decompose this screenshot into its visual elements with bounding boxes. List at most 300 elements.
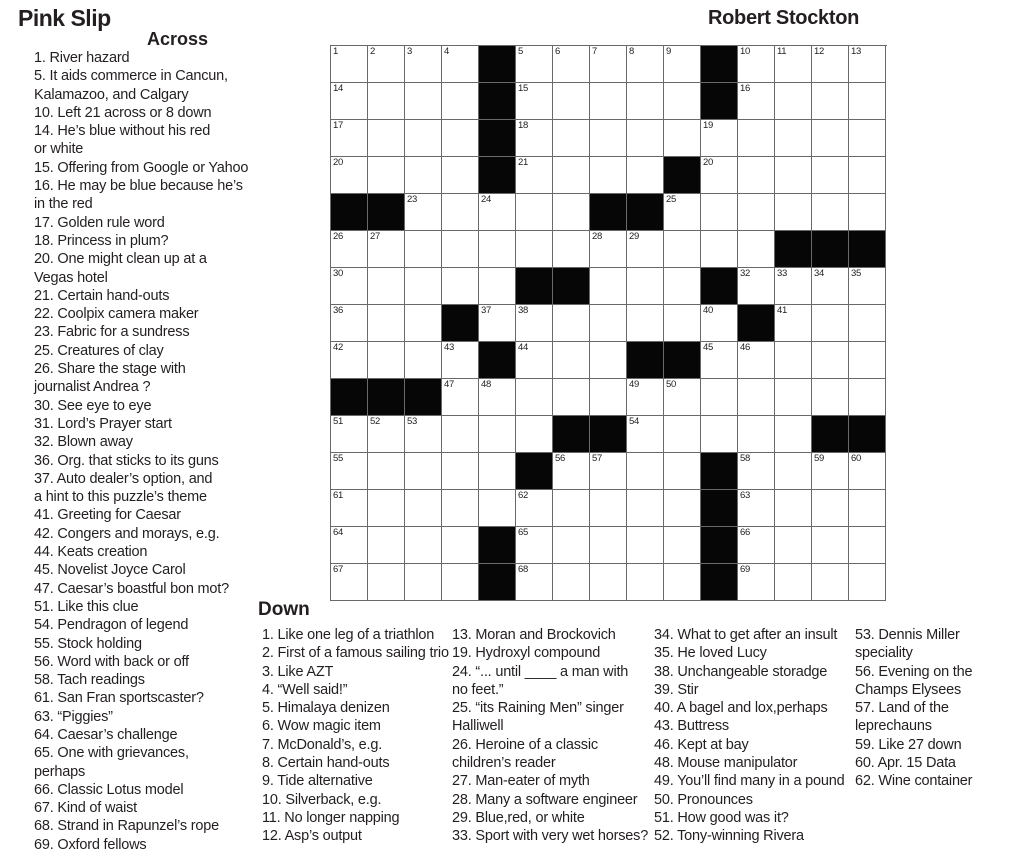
across-clue-line: 5. It aids commerce in Cancun,: [34, 68, 228, 85]
cell-number: 66: [740, 527, 750, 538]
black-cell: [479, 120, 516, 157]
grid-cell[interactable]: [627, 83, 664, 120]
grid-cell[interactable]: [553, 379, 590, 416]
grid-cell[interactable]: [516, 120, 553, 157]
grid-cell[interactable]: [553, 527, 590, 564]
grid-cell[interactable]: [775, 120, 812, 157]
cell-number: 52: [370, 416, 380, 427]
grid-cell[interactable]: [331, 46, 368, 83]
grid-cell[interactable]: [368, 490, 405, 527]
grid-cell[interactable]: [516, 194, 553, 231]
cell-number: 61: [333, 490, 343, 501]
across-clue-line: 10. Left 21 across or 8 down: [34, 104, 212, 121]
grid-cell[interactable]: [553, 194, 590, 231]
grid-cell[interactable]: [738, 416, 775, 453]
black-cell: [701, 46, 738, 83]
grid-cell[interactable]: [479, 268, 516, 305]
down-clue-line: 46. Kept at bay: [654, 736, 749, 753]
grid-cell[interactable]: [664, 379, 701, 416]
grid-cell[interactable]: [442, 453, 479, 490]
down-clue-line: no feet.”: [452, 681, 504, 698]
grid-cell[interactable]: [516, 305, 553, 342]
grid-cell[interactable]: [368, 564, 405, 601]
grid-cell[interactable]: [331, 527, 368, 564]
across-clue-line: 25. Creatures of clay: [34, 342, 164, 359]
grid-cell[interactable]: [812, 342, 849, 379]
grid-cell[interactable]: [590, 305, 627, 342]
across-clue-line: Vegas hotel: [34, 269, 108, 286]
grid-cell[interactable]: [627, 416, 664, 453]
cell-number: 2: [370, 46, 375, 57]
cell-number: 37: [481, 305, 491, 316]
grid-cell[interactable]: [516, 379, 553, 416]
cell-number: 4: [444, 46, 449, 57]
down-clue-line: 5. Himalaya denizen: [262, 700, 390, 717]
grid-cell[interactable]: [405, 46, 442, 83]
grid-cell[interactable]: [775, 416, 812, 453]
grid-cell[interactable]: [775, 46, 812, 83]
grid-cell[interactable]: [812, 564, 849, 601]
grid-cell[interactable]: [442, 46, 479, 83]
grid-cell[interactable]: [368, 453, 405, 490]
grid-cell[interactable]: [627, 490, 664, 527]
grid-cell[interactable]: [331, 120, 368, 157]
grid-cell[interactable]: [553, 342, 590, 379]
grid-cell[interactable]: [849, 194, 886, 231]
cell-number: 57: [592, 453, 602, 464]
grid-cell[interactable]: [516, 83, 553, 120]
black-cell: [738, 305, 775, 342]
grid-cell[interactable]: [812, 194, 849, 231]
grid-cell[interactable]: [849, 83, 886, 120]
across-clue-line: 31. Lord’s Prayer start: [34, 415, 172, 432]
grid-cell[interactable]: [405, 157, 442, 194]
across-clue-line: 56. Word with back or off: [34, 653, 189, 670]
across-clue-line: in the red: [34, 196, 93, 213]
cell-number: 15: [518, 83, 528, 94]
grid-cell[interactable]: [775, 564, 812, 601]
grid-cell[interactable]: [590, 120, 627, 157]
across-clue-line: 23. Fabric for a sundress: [34, 324, 190, 341]
grid-cell[interactable]: [775, 527, 812, 564]
cell-number: 32: [740, 268, 750, 279]
grid-cell[interactable]: [849, 490, 886, 527]
down-clue-line: 26. Heroine of a classic: [452, 736, 598, 753]
cell-number: 23: [407, 194, 417, 205]
down-clue-column-2: [452, 626, 648, 846]
grid-cell[interactable]: [627, 120, 664, 157]
grid-cell[interactable]: [627, 231, 664, 268]
puzzle-title: Pink Slip: [18, 5, 111, 31]
cell-number: 17: [333, 120, 343, 131]
grid-cell[interactable]: [775, 453, 812, 490]
grid-cell[interactable]: [849, 564, 886, 601]
across-clue-line: 20. One might clean up at a: [34, 251, 207, 268]
grid-cell[interactable]: [442, 120, 479, 157]
grid-cell[interactable]: [701, 416, 738, 453]
black-cell: [442, 305, 479, 342]
grid-cell[interactable]: [442, 564, 479, 601]
grid-cell[interactable]: [590, 379, 627, 416]
grid-cell[interactable]: [516, 490, 553, 527]
black-cell: [368, 379, 405, 416]
grid-cell[interactable]: [479, 305, 516, 342]
across-clue-line: 55. Stock holding: [34, 635, 142, 652]
across-clue-line: 54. Pendragon of legend: [34, 617, 189, 634]
grid-cell[interactable]: [664, 453, 701, 490]
black-cell: [479, 157, 516, 194]
black-cell: [331, 379, 368, 416]
down-clue-line: 2. First of a famous sailing trio: [262, 645, 449, 662]
grid-cell[interactable]: [368, 416, 405, 453]
grid-cell[interactable]: [701, 120, 738, 157]
across-clue-line: 61. San Fran sportscaster?: [34, 690, 204, 707]
down-clue-line: 24. “... until ____ a man with: [452, 663, 629, 680]
grid-cell[interactable]: [664, 564, 701, 601]
across-heading: Across: [147, 29, 209, 49]
grid-cell[interactable]: [590, 564, 627, 601]
down-clue-line: 10. Silverback, e.g.: [262, 791, 382, 808]
grid-cell[interactable]: [442, 342, 479, 379]
grid-cell[interactable]: [664, 268, 701, 305]
grid-cell[interactable]: [812, 83, 849, 120]
grid-cell[interactable]: [664, 527, 701, 564]
grid-cell[interactable]: [701, 379, 738, 416]
grid-cell[interactable]: [701, 157, 738, 194]
grid-cell[interactable]: [775, 194, 812, 231]
black-cell: [368, 194, 405, 231]
across-clue-line: or white: [34, 141, 84, 158]
grid-cell[interactable]: [812, 305, 849, 342]
grid-cell[interactable]: [553, 564, 590, 601]
crossword-grid: [330, 45, 887, 601]
grid-cell[interactable]: [405, 527, 442, 564]
grid-cell[interactable]: [553, 305, 590, 342]
grid-cell[interactable]: [479, 379, 516, 416]
grid-cell[interactable]: [442, 231, 479, 268]
grid-cell[interactable]: [405, 231, 442, 268]
grid-cell[interactable]: [442, 490, 479, 527]
black-cell: [553, 416, 590, 453]
cell-number: 64: [333, 527, 343, 538]
across-clue-line: 69. Oxford fellows: [34, 836, 147, 853]
grid-cell[interactable]: [627, 453, 664, 490]
down-clue-column-4: [855, 626, 972, 791]
grid-cell[interactable]: [405, 342, 442, 379]
cell-number: 34: [814, 268, 824, 279]
cell-number: 60: [851, 453, 861, 464]
cell-number: 56: [555, 453, 565, 464]
cell-number: 49: [629, 379, 639, 390]
grid-cell[interactable]: [368, 305, 405, 342]
down-clue-line: 33. Sport with very wet horses?: [452, 828, 649, 845]
black-cell: [812, 416, 849, 453]
down-clue-line: 48. Mouse manipulator: [654, 755, 798, 772]
grid-cell[interactable]: [516, 46, 553, 83]
grid-cell[interactable]: [738, 342, 775, 379]
across-clue-line: 26. Share the stage with: [34, 361, 186, 378]
grid-cell[interactable]: [331, 564, 368, 601]
grid-cell[interactable]: [590, 46, 627, 83]
cell-number: 18: [518, 120, 528, 131]
cell-number: 53: [407, 416, 417, 427]
grid-cell[interactable]: [775, 305, 812, 342]
grid-cell[interactable]: [775, 342, 812, 379]
grid-cell[interactable]: [331, 342, 368, 379]
grid-cell[interactable]: [627, 157, 664, 194]
grid-cell[interactable]: [664, 305, 701, 342]
grid-cell[interactable]: [368, 268, 405, 305]
grid-cell[interactable]: [849, 453, 886, 490]
down-clue-line: 40. A bagel and lox,perhaps: [654, 700, 828, 717]
black-cell: [479, 342, 516, 379]
grid-cell[interactable]: [479, 490, 516, 527]
grid-cell[interactable]: [516, 564, 553, 601]
grid-cell[interactable]: [812, 379, 849, 416]
grid-cell[interactable]: [627, 305, 664, 342]
down-clue-line: leprechauns: [855, 718, 932, 735]
cell-number: 24: [481, 194, 491, 205]
cell-number: 58: [740, 453, 750, 464]
grid-cell[interactable]: [812, 490, 849, 527]
grid-cell[interactable]: [775, 490, 812, 527]
grid-cell[interactable]: [405, 268, 442, 305]
cell-number: 41: [777, 305, 787, 316]
grid-cell[interactable]: [442, 527, 479, 564]
cell-number: 11: [777, 46, 787, 57]
grid-cell[interactable]: [738, 194, 775, 231]
black-cell: [849, 231, 886, 268]
grid-cell[interactable]: [701, 231, 738, 268]
down-clue-line: 60. Apr. 15 Data: [855, 755, 956, 772]
grid-cell[interactable]: [405, 453, 442, 490]
across-clue-line: 66. Classic Lotus model: [34, 781, 184, 798]
grid-cell[interactable]: [812, 120, 849, 157]
across-clue-line: 22. Coolpix camera maker: [34, 306, 199, 323]
down-clue-line: 57. Land of the: [855, 700, 949, 717]
grid-cell[interactable]: [516, 416, 553, 453]
grid-cell[interactable]: [849, 46, 886, 83]
grid-cell[interactable]: [738, 231, 775, 268]
across-clue-line: 32. Blown away: [34, 434, 133, 451]
black-cell: [516, 268, 553, 305]
grid-cell[interactable]: [405, 490, 442, 527]
grid-cell[interactable]: [590, 268, 627, 305]
grid-cell[interactable]: [590, 490, 627, 527]
cell-number: 29: [629, 231, 639, 242]
grid-cell[interactable]: [590, 342, 627, 379]
grid-cell[interactable]: [812, 268, 849, 305]
across-clue-line: 16. He may be blue because he’s: [34, 178, 243, 195]
cell-number: 63: [740, 490, 750, 501]
grid-cell[interactable]: [331, 231, 368, 268]
grid-cell[interactable]: [590, 231, 627, 268]
grid-cell[interactable]: [849, 268, 886, 305]
grid-cell[interactable]: [405, 564, 442, 601]
down-clue-line: Halliwell: [452, 718, 504, 735]
grid-cell[interactable]: [664, 194, 701, 231]
grid-cell[interactable]: [442, 194, 479, 231]
black-cell: [331, 194, 368, 231]
grid-cell[interactable]: [516, 157, 553, 194]
grid-cell[interactable]: [553, 120, 590, 157]
grid-cell[interactable]: [368, 120, 405, 157]
grid-cell[interactable]: [738, 268, 775, 305]
down-clue-line: 29. Blue,red, or white: [452, 809, 585, 826]
down-clue-line: 11. No longer napping: [262, 809, 400, 826]
cell-number: 26: [333, 231, 343, 242]
grid-cell[interactable]: [664, 490, 701, 527]
grid-cell[interactable]: [442, 268, 479, 305]
grid-cell[interactable]: [738, 157, 775, 194]
black-cell: [849, 416, 886, 453]
grid-cell[interactable]: [664, 46, 701, 83]
grid-cell[interactable]: [368, 157, 405, 194]
across-clue-line: 1. River hazard: [34, 50, 130, 66]
grid-cell[interactable]: [812, 453, 849, 490]
grid-cell[interactable]: [331, 305, 368, 342]
cell-number: 3: [407, 46, 412, 57]
grid-cell[interactable]: [849, 120, 886, 157]
cell-number: 38: [518, 305, 528, 316]
grid-cell[interactable]: [479, 194, 516, 231]
down-clue-line: 12. Asp’s output: [262, 828, 362, 845]
grid-cell[interactable]: [442, 83, 479, 120]
grid-cell[interactable]: [368, 231, 405, 268]
grid-cell[interactable]: [664, 83, 701, 120]
grid-cell[interactable]: [775, 268, 812, 305]
grid-cell[interactable]: [849, 379, 886, 416]
grid-cell[interactable]: [331, 83, 368, 120]
grid-cell[interactable]: [331, 490, 368, 527]
grid-cell[interactable]: [627, 268, 664, 305]
grid-cell[interactable]: [701, 194, 738, 231]
grid-cell[interactable]: [553, 490, 590, 527]
grid-cell[interactable]: [405, 416, 442, 453]
grid-cell[interactable]: [701, 305, 738, 342]
cell-number: 8: [629, 46, 634, 57]
grid-cell[interactable]: [442, 379, 479, 416]
grid-cell[interactable]: [627, 564, 664, 601]
black-cell: [701, 268, 738, 305]
grid-cell[interactable]: [849, 157, 886, 194]
grid-cell[interactable]: [738, 46, 775, 83]
down-clue-line: 4. “Well said!”: [262, 681, 348, 698]
grid-cell[interactable]: [701, 342, 738, 379]
grid-cell[interactable]: [664, 120, 701, 157]
grid-cell[interactable]: [479, 231, 516, 268]
cell-number: 21: [518, 157, 528, 168]
grid-cell[interactable]: [368, 83, 405, 120]
grid-cell[interactable]: [775, 379, 812, 416]
across-clue-line: 36. Org. that sticks to its guns: [34, 452, 219, 469]
grid-cell[interactable]: [442, 416, 479, 453]
black-cell: [479, 564, 516, 601]
grid-cell[interactable]: [738, 564, 775, 601]
grid-cell[interactable]: [738, 379, 775, 416]
grid-cell[interactable]: [553, 157, 590, 194]
black-cell: [701, 453, 738, 490]
grid-cell[interactable]: [405, 305, 442, 342]
grid-cell[interactable]: [331, 416, 368, 453]
grid-cell[interactable]: [442, 157, 479, 194]
black-cell: [590, 416, 627, 453]
grid-cell[interactable]: [812, 157, 849, 194]
grid-cell[interactable]: [590, 157, 627, 194]
cell-number: 48: [481, 379, 491, 390]
grid-cell[interactable]: [849, 342, 886, 379]
cell-number: 54: [629, 416, 639, 427]
cell-number: 67: [333, 564, 343, 575]
grid-cell[interactable]: [368, 342, 405, 379]
grid-cell[interactable]: [738, 453, 775, 490]
grid-cell[interactable]: [849, 527, 886, 564]
grid-cell[interactable]: [775, 83, 812, 120]
grid-cell[interactable]: [368, 46, 405, 83]
grid-cell[interactable]: [812, 46, 849, 83]
grid-cell[interactable]: [553, 83, 590, 120]
grid-cell[interactable]: [331, 157, 368, 194]
grid-cell[interactable]: [479, 453, 516, 490]
grid-cell[interactable]: [738, 120, 775, 157]
grid-cell[interactable]: [812, 527, 849, 564]
down-clue-line: 56. Evening on the: [855, 663, 973, 680]
cell-number: 16: [740, 83, 750, 94]
grid-cell[interactable]: [775, 157, 812, 194]
grid-cell[interactable]: [738, 527, 775, 564]
grid-cell[interactable]: [738, 490, 775, 527]
down-clue-column-1: [262, 626, 449, 846]
across-clue-line: perhaps: [34, 763, 85, 780]
grid-cell[interactable]: [516, 342, 553, 379]
cell-number: 45: [703, 342, 713, 353]
grid-cell[interactable]: [849, 305, 886, 342]
cell-number: 50: [666, 379, 676, 390]
cell-number: 33: [777, 268, 787, 279]
grid-cell[interactable]: [553, 453, 590, 490]
grid-cell[interactable]: [331, 268, 368, 305]
grid-cell[interactable]: [664, 231, 701, 268]
grid-cell[interactable]: [590, 527, 627, 564]
grid-cell[interactable]: [627, 379, 664, 416]
grid-cell[interactable]: [405, 83, 442, 120]
across-clue-line: Kalamazoo, and Calgary: [34, 86, 189, 103]
grid-cell[interactable]: [516, 527, 553, 564]
grid-cell[interactable]: [664, 416, 701, 453]
grid-cell[interactable]: [516, 231, 553, 268]
grid-cell[interactable]: [553, 231, 590, 268]
down-clue-line: 19. Hydroxyl compound: [452, 645, 601, 662]
grid-cell[interactable]: [405, 120, 442, 157]
grid-cell[interactable]: [738, 83, 775, 120]
grid-cell[interactable]: [553, 46, 590, 83]
across-clue-line: 21. Certain hand-outs: [34, 287, 170, 304]
across-clue-line: 65. One with grievances,: [34, 745, 189, 762]
grid-cell[interactable]: [627, 527, 664, 564]
grid-cell[interactable]: [590, 83, 627, 120]
grid-cell[interactable]: [368, 527, 405, 564]
down-clue-line: 49. You’ll find many in a pound: [654, 773, 845, 790]
down-clue-line: 43. Buttress: [654, 718, 729, 735]
grid-cell[interactable]: [479, 416, 516, 453]
down-clue-line: 27. Man-eater of myth: [452, 773, 590, 790]
grid-cell[interactable]: [590, 453, 627, 490]
grid-cell[interactable]: [405, 194, 442, 231]
black-cell: [405, 379, 442, 416]
down-clue-line: children’s reader: [452, 755, 556, 772]
grid-cell[interactable]: [331, 453, 368, 490]
grid-cell[interactable]: [627, 46, 664, 83]
